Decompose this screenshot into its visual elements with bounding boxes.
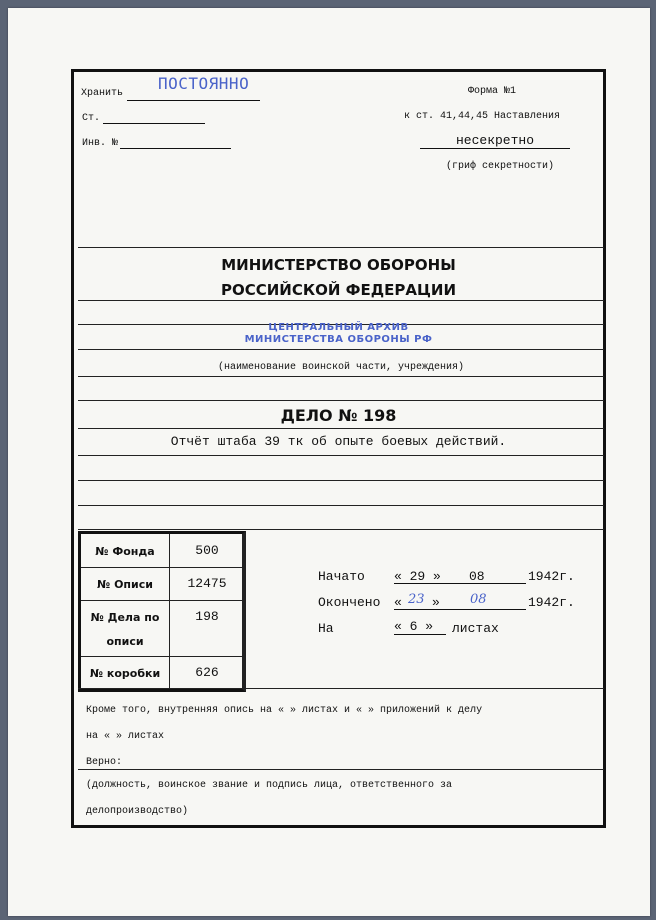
ministry-line2: РОССИЙСКОЙ ФЕДЕРАЦИИ	[220, 281, 457, 299]
sheets-prefix: На	[318, 621, 334, 636]
sheets-label: листах	[452, 621, 499, 636]
keep-stamp: ПОСТОЯННО	[158, 74, 250, 93]
position-line2: делопроизводство)	[86, 806, 189, 817]
table-row-label: № Фонда	[95, 545, 155, 558]
ended-label: Окончено	[318, 595, 381, 610]
rule	[78, 428, 604, 429]
ended-day-open: «	[394, 595, 402, 610]
case-description: Отчёт штаба 39 тк об опыте боевых действий.	[170, 434, 507, 449]
ended-year: 1942г.	[528, 595, 575, 610]
inventory-line2: на « » листах	[86, 731, 165, 742]
archive-stamp-line1: ЦЕНТРАЛЬНЫЙ АРХИВ	[268, 322, 409, 333]
secrecy-value: несекретно	[420, 133, 570, 149]
rule	[78, 480, 604, 481]
rule	[78, 505, 604, 506]
archive-codes-table	[78, 531, 246, 692]
table-row-value: 500	[195, 543, 219, 558]
rule	[78, 455, 604, 456]
inventory-line1: Кроме того, внутренняя опись на « » листах и « » приложений к делу	[86, 705, 483, 716]
sheets-count: « 6 »	[394, 619, 446, 635]
keep-label: Хранить	[81, 88, 124, 99]
table-row	[81, 567, 243, 601]
ended-underline	[394, 595, 526, 610]
table-row	[81, 656, 243, 689]
secrecy-caption: (гриф секретности)	[446, 161, 555, 172]
rule	[78, 376, 604, 377]
started-month: 08	[469, 569, 485, 584]
table-row-value: 198	[195, 609, 219, 624]
ministry-line1: МИНИСТЕРСТВО ОБОРОНЫ	[221, 256, 456, 274]
form-label: Форма №1	[468, 86, 517, 97]
rule	[78, 769, 604, 770]
inv-underline	[120, 136, 231, 149]
table-row-label: № Описи	[97, 578, 153, 591]
archive-stamp-line2: МИНИСТЕРСТВА ОБОРОНЫ РФ	[244, 334, 433, 345]
rule	[78, 529, 604, 530]
rule	[78, 688, 604, 689]
st-label: Ст.	[82, 113, 101, 124]
table-row-label: описи	[106, 635, 144, 648]
started-label: Начато	[318, 569, 365, 584]
started-year: 1942г.	[528, 569, 575, 584]
articles-label: к ст. 41,44,45 Наставления	[404, 111, 561, 122]
position-line1: (должность, воинское звание и подпись лица, ответственного за	[86, 780, 453, 791]
table-row	[81, 534, 243, 568]
rule	[78, 400, 604, 401]
table-row-value: 12475	[187, 576, 227, 591]
table-row	[81, 600, 243, 657]
verified-label: Верно:	[86, 757, 123, 768]
st-underline	[103, 111, 205, 124]
table-row-label: № коробки	[89, 667, 161, 680]
inv-label: Инв. №	[82, 138, 119, 149]
table-row-value: 626	[195, 665, 219, 680]
table-row-label: № Дела по	[90, 611, 160, 624]
rule	[78, 300, 604, 301]
case-title: ДЕЛО № 198	[280, 406, 397, 425]
started-day: « 29 »	[394, 569, 441, 584]
ended-month-handwritten: 08	[470, 592, 487, 607]
started-underline	[394, 569, 526, 584]
rule	[78, 247, 604, 248]
unit-caption: (наименование воинской части, учреждения)	[217, 362, 465, 373]
ended-day-handwritten: 23	[408, 592, 425, 607]
ended-day-close: »	[432, 595, 440, 610]
rule	[78, 349, 604, 350]
